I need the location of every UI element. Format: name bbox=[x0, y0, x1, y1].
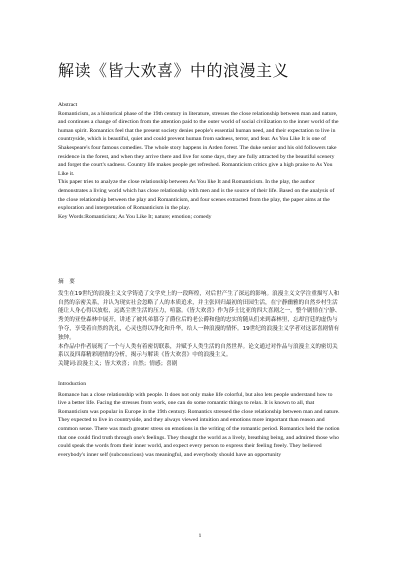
chinese-abstract-heading: 摘 要 bbox=[58, 279, 75, 285]
abstract-section bbox=[58, 101, 342, 221]
chinese-abstract-section bbox=[58, 278, 342, 369]
chinese-abstract-paragraph-1: 发生在19世纪的浪漫主义文学铸造了文学史上的一段辉煌，对后世产生了深远的影响。浪漫主义文学注重描写人和自然的亲密关系，并认为现实社会忽略了人的本质追求，并主张回归最初的田园生活，在宁静幽雅的自然乡村生活能让人身心得以放松，远离尘世生活的压力，喧嚣。《皆大欢喜》作为莎士比亚的四大喜剧之一，整个剧情在宁静、秀美的亚登森林中展开，讲述了被其弟篡夺了爵位后的老公爵和他的忠实的随从们来到森林里，忘却宫廷的虚伪与争夺，享受着自然的洗礼，心灵也得以净化和升华，给人一种浪漫的情怀。19世纪的浪漫主义学者对这部喜剧情有独钟。 bbox=[58, 290, 341, 341]
abstract-keywords: Key Words:Romanticism; As You Like It; nature; emotion; comedy bbox=[58, 213, 212, 220]
page-number: i bbox=[199, 533, 201, 539]
introduction-heading: Introduction bbox=[58, 381, 87, 387]
abstract-heading: Abstract bbox=[58, 102, 78, 108]
introduction-section bbox=[58, 380, 342, 459]
abstract-paragraph-2: This paper tries to analyze the close relationship between As You like It and Romanticism. In the play, the author demonstrates a living world which has close relationship with men and is the source of their life. Based on the analysis of the close relationship between the play and Romanticism, and four scenes extracted from the play, the paper aims at the exploration and interpretation of Romanticism in the play. bbox=[58, 179, 335, 212]
chinese-abstract-paragraph-2: 本作品中作者展现了一个与人类有着密切联系，并赋予人类生活的自然世界。论文通过对作品与浪漫主义的密切关系以及四幕精彩剧情的分析，揭示与解读《皆大欢喜》中的浪漫主义。 bbox=[58, 343, 338, 359]
paper-title: 解读《皆大欢喜》中的浪漫主义 bbox=[58, 60, 290, 80]
abstract-paragraph-1: Romanticism, as a historical phase of the 19th century in literature, stresses the close relationship between man and nature, and continues a change of direction from the attention paid to the outer world of social civilization to the inner world of the human spirit. Romantics feel that the present society denies people's essential human need, and their expectation to live in countryside, which is beautiful, quiet and could prevent human from sadness, terror, and fear. As You Like It is one of Shakespeare's four famous comedies. The whole story happens in Arden forest. The duke senior and his old followers take residence in the forest, and when they arrive there and live for some days, they are fully attracted by the beautiful scenery and forget the court's sadness. Country life makes people get refreshed. Romanticism critics give a high praise to As You Like it. bbox=[58, 110, 339, 177]
introduction-paragraph-1: Romance has a close relationship with people. It does not only make life colorful, but also lets people understand how to live a better life. Facing the stresses from work, one can do some romantic things to relax. It is known to all, that Romanticism was popular in Europe in the 19th century. Romantics stressed the close relationship between man and nature. They expected to live in countryside, and they always viewed intuition and emotions more important than reason and common sense. There was much greater stress on emotions in the writing of the romantic period. Romantics held the notion that one could find truth through one's feelings. They thought the world as a lively, breathing being, and admired those who could speak the words from their inner world, and expect every person to express their feeling freely. They believed everybody's inner self (subconscious) was meaningful, and everybody should have an opportunity bbox=[58, 391, 340, 458]
chinese-abstract-keywords: 关键词:浪漫主义；皆大欢喜；自然；情感；喜剧 bbox=[58, 361, 178, 368]
